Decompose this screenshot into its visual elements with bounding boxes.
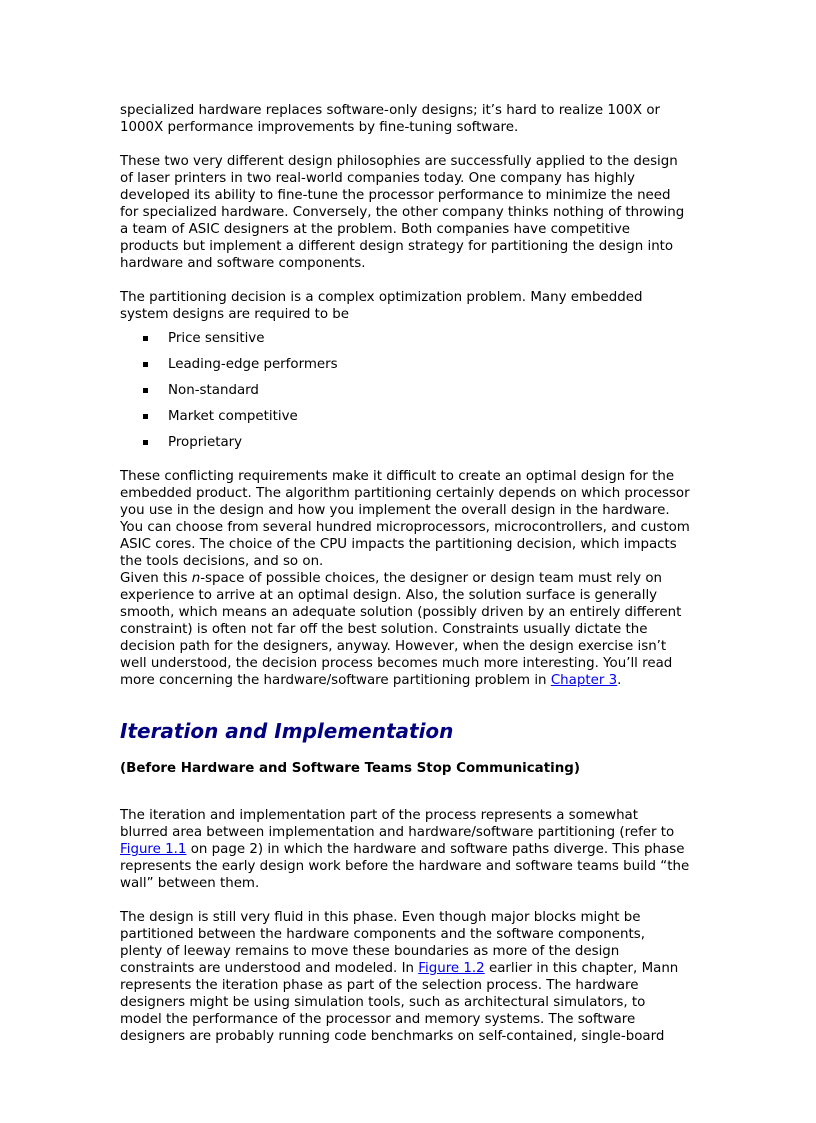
list-item	[120, 408, 690, 425]
bullet-square-icon	[143, 440, 148, 445]
paragraph-iteration-implementation	[120, 807, 690, 892]
bullet-square-icon	[143, 362, 148, 367]
list-item-label: Price sensitive	[168, 331, 265, 346]
paragraph-conflicting-requirements: These conflicting requirements make it difficult to create an optimal design for the embedded product. The algorithm partitioning certainly depends on which processor you use in the design and how you implement the overall design in the hardware. You can choose from several hundred microprocessors, microcontrollers, and custom ASIC cores. The choice of the CPU impacts the partitioning decision, which impacts the tools decisions, and so on.	[120, 469, 690, 569]
requirements-list	[120, 330, 690, 451]
list-item-label: Market competitive	[168, 409, 298, 424]
paragraph-design-philosophies: These two very different design philosophies are successfully applied to the design of laser printers in two real-world companies today. One company has highly developed its ability to fine-tune the processor performance to minimize the need for specialized hardware. Conversely, the other company thinks nothing of throwing a team of ASIC designers at the problem. Both companies have competitive products but implement a different design strategy for partitioning the design into hardware and software components.	[120, 154, 685, 271]
figure-1-1-link[interactable]: Figure 1.1	[120, 842, 187, 857]
paragraph-n-space	[120, 570, 690, 689]
paragraph-fluid-text-a: The design is still very fluid in this phase. Even though major blocks might be partitioned between the hardware components and the software components, plenty of leeway remains to move these boundaries as more of the design constraints are understood and modeled. In	[120, 910, 645, 976]
list-item	[120, 330, 690, 347]
bullet-square-icon	[143, 388, 148, 393]
paragraph-fluid-text-b: earlier in this chapter, Mann represents the iteration phase as part of the selection process. The hardware designers might be using simulation tools, such as architectural simulators, to model the performance of the processor and memory systems. The software designers are probably running code benchmarks on self-contained, single-board	[120, 961, 679, 1044]
document-page	[120, 102, 690, 1045]
paragraph-hardware-speedup: specialized hardware replaces software-only designs; it’s hard to realize 100X or 1000X performance improvements by fine-tuning software.	[120, 103, 661, 135]
list-item-label: Leading-edge performers	[168, 357, 338, 372]
figure-1-2-link[interactable]: Figure 1.2	[418, 961, 485, 976]
chapter-3-link[interactable]: Chapter 3	[550, 673, 618, 688]
paragraph-partitioning-decision: The partitioning decision is a complex optimization problem. Many embedded system designs are required to be	[120, 290, 643, 322]
bullet-square-icon	[143, 336, 148, 341]
section-heading: Iteration and Implementation	[120, 719, 454, 743]
list-item-label: Proprietary	[168, 435, 243, 450]
list-item	[120, 434, 690, 451]
paragraph-n-space-text-a: Given this	[120, 571, 192, 586]
paragraph-design-fluid	[120, 909, 690, 1045]
list-item-label: Non-standard	[168, 383, 259, 398]
paragraph-n-space-text-c: .	[617, 673, 622, 688]
paragraph-n-space-text-b: -space of possible choices, the designer or design team must rely on experience to arrive at an optimal design. Also, the solution surface is generally smooth, which means an adequate solution (possibly driven by an entirely different constraint) is often not far off the best solution. Constraints usually dictate the decision path for the designers, anyway. However, when the design exercise isn’t well understood, the decision process becomes much more interesting. You’ll read more concerning the hardware/software partitioning problem in	[120, 571, 682, 688]
section-subheading: (Before Hardware and Software Teams Stop Communicating)	[120, 761, 580, 776]
paragraph-iteration-text-a: The iteration and implementation part of the process represents a somewhat blurred area between implementation and hardware/software partitioning (refer to	[120, 808, 675, 840]
paragraph-n-space-italic: n	[191, 571, 201, 586]
bullet-square-icon	[143, 414, 148, 419]
list-item	[120, 382, 690, 399]
paragraph-iteration-text-b: on page 2) in which the hardware and software paths diverge. This phase represents the early design work before the hardware and software teams build “the wall” between them.	[120, 842, 690, 891]
list-item	[120, 356, 690, 373]
